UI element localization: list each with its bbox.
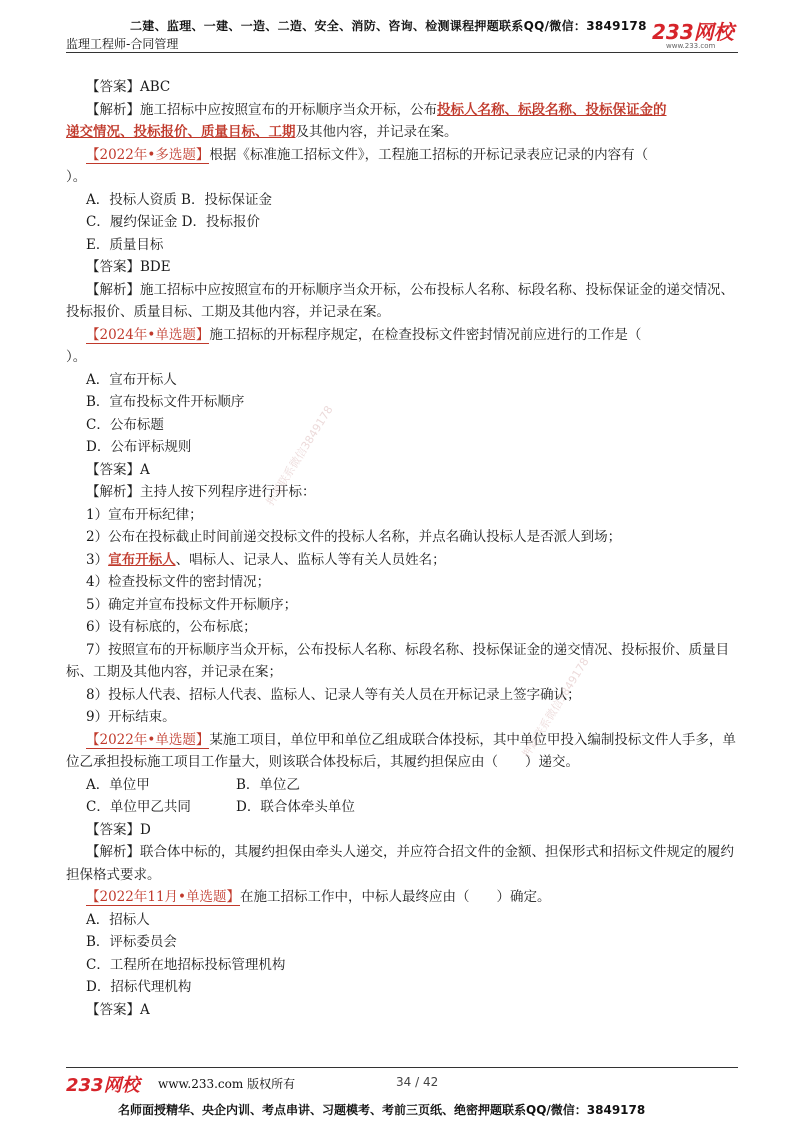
q3-step-5: 5）确定并宣布投标文件开标顺序； [86, 596, 298, 613]
q3-tag: 【2024年•单选题】 [86, 326, 210, 343]
q3-step-1: 1）宣布开标纪律； [86, 506, 203, 523]
q3-step-7: 7）按照宣布的开标顺序当众开标，公布投标人名称、标段名称、投标保证金的递交情况、投标报价、质量目标、工期及其他内容，并记录在案； [66, 641, 730, 680]
q2-answer: 【答案】BDE [86, 259, 171, 275]
q2-explanation: 【解析】施工招标中应按照宣布的开标顺序当众开标，公布投标人名称、标段名称、投标保证金的递交情况、投标报价、质量目标、工期及其他内容，并记录在案。 [66, 281, 734, 320]
q2-option-line-1: A．投标人资质 B．投标保证金 [86, 191, 272, 208]
q5-option-d: D．招标代理机构 [86, 979, 192, 995]
q3-answer: 【答案】A [86, 461, 150, 478]
brand-logo [652, 22, 742, 52]
q5-tag: 【2022年11月•单选题】 [86, 889, 240, 905]
q1-answer: 【答案】ABC [86, 79, 171, 95]
q4-option-c: C．单位甲乙共同 [86, 799, 191, 815]
q3-step-9: 9）开标结束。 [86, 709, 176, 725]
footer-logo: 233网校 [66, 1075, 140, 1096]
q3-stem: 【2024年•单选题】施工招标的开标程序规定，在检查投标文件密封情况前应进行的工作是（ [86, 326, 642, 343]
q1-explanation-cont: 递交情况、投标报价、质量目标、工期及其他内容，并记录在案。 [66, 124, 458, 140]
document-body [66, 76, 738, 1021]
q3-step-3-highlight: 宣布开标人 [108, 551, 176, 568]
q3-step-8: 8）投标人代表、招标人代表、监标人、记录人等有关人员在开标记录上签字确认； [86, 686, 581, 703]
q3-stem-cont: ）。 [66, 349, 87, 365]
q4-option-a: A．单位甲 [86, 776, 150, 793]
q4-options-row-1 [66, 774, 738, 797]
logo-url: www.233.com [666, 42, 716, 50]
q3-step-6: 6）设有标底的，公布标底； [86, 619, 257, 635]
q3-step-2: 2）公布在投标截止时间前递交投标文件的投标人名称，并点名确认投标人是否派人到场； [86, 529, 622, 545]
q5-answer: 【答案】A [86, 1001, 150, 1018]
watermark-2: 押题联系微信3849178 [519, 655, 592, 760]
q3-explanation-head: 【解析】主持人按下列程序进行开标： [86, 484, 316, 500]
header-divider [66, 52, 738, 53]
q4-tag: 【2022年•单选题】 [86, 731, 210, 748]
q1-explanation: 【解析】施工招标中应按照宣布的开标顺序当众开标，公布投标人名称、标段名称、投标保证金的 [86, 101, 667, 118]
q1-highlight-2: 递交情况、投标报价、质量目标、工期 [66, 124, 296, 140]
q4-option-b: B．单位乙 [236, 776, 300, 793]
q4-option-d: D．联合体牵头单位 [236, 799, 355, 815]
footer-promo: 名师面授精华、央企内训、考点串讲、习题模考、考前三页纸、绝密押题联系QQ/微信：3849178 [118, 1103, 646, 1117]
q4-stem: 【2022年•单选题】某施工项目，单位甲和单位乙组成联合体投标，其中单位甲投入编制投标文件人手多，单位乙承担投标施工项目工作量大，则该联合体投标后，其履约担保应由（ ）递交。 [66, 731, 736, 770]
logo-text: 233网校 [652, 20, 734, 44]
q3-option-c: C．公布标题 [86, 416, 164, 433]
q3-step-4: 4）检查投标文件的密封情况； [86, 574, 271, 590]
footer-copyright: www.233.com 版权所有 [158, 1077, 296, 1091]
header-subtitle: 监理工程师-合同管理 [66, 37, 179, 51]
q2-option-line-2: C．履约保证金 D．投标报价 [86, 214, 260, 230]
header-promo: 二建、监理、一建、一造、二造、安全、消防、咨询、检测课程押题联系QQ/微信：3849178 [130, 19, 647, 33]
q5-option-c: C．工程所在地招标投标管理机构 [86, 956, 286, 973]
page-number: 34 / 42 [396, 1075, 439, 1089]
page-header [0, 0, 800, 60]
q2-stem-cont: ）。 [66, 169, 87, 185]
q3-option-a: A．宣布开标人 [86, 371, 177, 388]
q4-explanation: 【解析】联合体中标的，其履约担保由牵头人递交，并应符合招文件的金额、担保形式和招标文件规定的履约担保格式要求。 [66, 844, 734, 883]
q3-option-b: B．宣布投标文件开标顺序 [86, 394, 245, 410]
q2-option-line-3: E．质量目标 [86, 236, 164, 253]
q2-tag: 【2022年•多选题】 [86, 146, 210, 163]
footer-divider [66, 1067, 738, 1068]
q5-option-b: B．评标委员会 [86, 934, 177, 950]
q4-answer: 【答案】D [86, 821, 151, 838]
q5-option-a: A．招标人 [86, 911, 150, 928]
watermark-1: 押题联系微信3849178 [263, 403, 336, 508]
q2-stem: 【2022年•多选题】根据《标准施工招标文件》，工程施工招标的开标记录表应记录的内容有（ [86, 146, 649, 163]
q4-options-row-2 [66, 796, 738, 819]
q5-stem: 【2022年11月•单选题】在施工招标工作中，中标人最终应由（ ）确定。 [86, 889, 551, 905]
q3-option-d: D．公布评标规则 [86, 439, 192, 455]
q1-highlight-1: 投标人名称、标段名称、投标保证金的 [437, 101, 667, 118]
q3-step-3: 3）宣布开标人、唱标人、记录人、监标人等有关人员姓名； [86, 551, 446, 568]
